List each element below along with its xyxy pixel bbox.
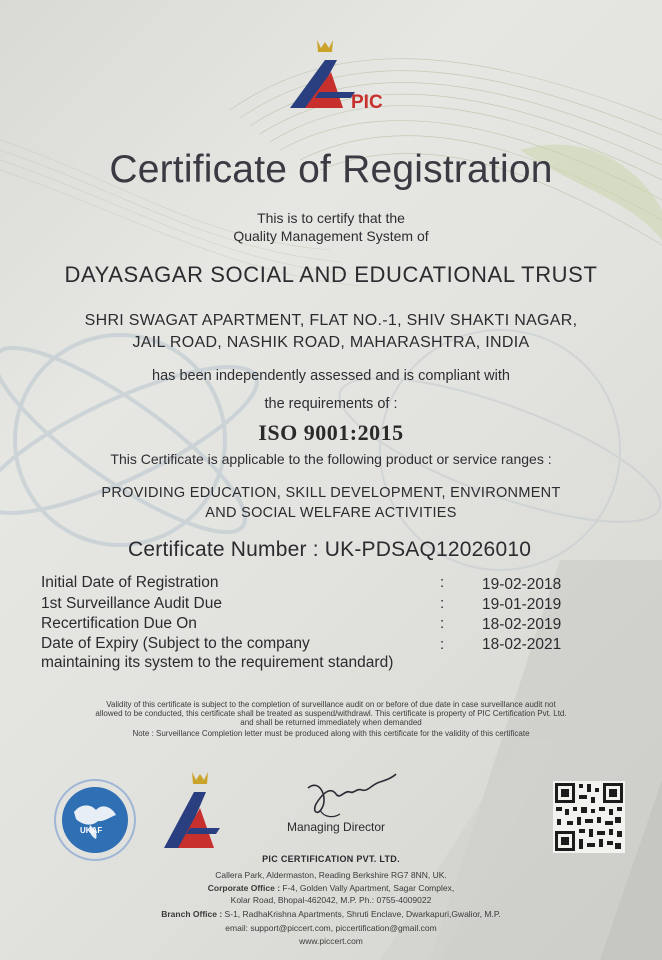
company-name: PIC CERTIFICATION PVT. LTD. [262,854,400,864]
branch-address: S-1, RadhaKrishna Apartments, Shruti Enclave, Dwarkapuri,Gwalior, M.P. [224,909,501,919]
surveillance-label: 1st Surveillance Audit Due [41,595,222,612]
note-line: Note : Surveillance Completion letter must be produced along with this certificate for the validity of this certificate [132,729,530,738]
qr-code [553,781,625,853]
corporate-address-2: Kolar Road, Bhopal-462042, M.P. Ph.: 0755-4009022 [230,895,432,905]
surveillance-colon: : [440,595,445,612]
pic-footer-logo [162,770,224,852]
ukaf-text: UKAF [80,826,103,835]
recertification-label: Recertification Due On [41,615,197,632]
initial-date-value: 19-02-2018 [482,576,562,593]
requirements-line: the requirements of : [264,396,398,412]
branch-office-label: Branch Office : [161,909,223,919]
scope-line-1: PROVIDING EDUCATION, SKILL DEVELOPMENT, ENVIRONMENT [101,485,561,501]
email-line: email: support@piccert.com, piccertification@gmail.com [225,923,437,933]
scope-line-2: AND SOCIAL WELFARE ACTIVITIES [205,505,457,521]
recertification-value: 18-02-2019 [482,616,562,633]
uk-address: Callera Park, Aldermaston, Reading Berkshire RG7 8NN, UK. [215,870,447,880]
managing-director-label: Managing Director [287,820,386,834]
address-line-2: JAIL ROAD, NASHIK ROAD, MAHARASHTRA, INDIA [132,334,530,351]
validity-line-3: and shall be returned immediately when demanded [240,718,422,727]
expiry-colon: : [440,636,445,653]
corporate-office-line-1 [0,883,662,893]
recertification-colon: : [440,615,445,632]
certificate-title: Certificate of Registration [109,148,553,191]
assessed-line: has been independently assessed and is compliant with [152,368,510,384]
certificate-number: Certificate Number : UK-PDSAQ12026010 [128,538,532,561]
organization-name: DAYASAGAR SOCIAL AND EDUCATIONAL TRUST [64,262,598,287]
surveillance-value: 19-01-2019 [482,596,562,613]
intro-line-2: Quality Management System of [233,228,429,244]
branch-office-line [0,909,662,919]
validity-line-2: allowed to be conducted, this certificate shall be treated as suspend/withdrawl. This certificate is property of PIC Certification Pvt. Ltd. [95,709,567,718]
initial-date-colon: : [440,574,445,591]
expiry-label: Date of Expiry (Subject to the company [41,635,310,652]
pic-logo-text: PIC [351,92,383,113]
intro-line-1: This is to certify that the [257,210,405,226]
iso-standard: ISO 9001:2015 [258,420,404,445]
corporate-office-label: Corporate Office : [207,883,281,893]
corporate-address-1: F-4, Golden Vally Apartment, Sagar Complex, [282,883,455,893]
expiry-label-2: maintaining its system to the requirement standard) [41,654,394,671]
validity-line-1: Validity of this certificate is subject to the completion of surveillance audit on or before of due date in case surveillance audit not [106,700,556,709]
initial-date-label: Initial Date of Registration [41,574,219,591]
ukaf-logo [52,777,138,863]
address-line-1: SHRI SWAGAT APARTMENT, FLAT NO.-1, SHIV SHAKTI NAGAR, [84,312,578,329]
expiry-value: 18-02-2021 [482,636,562,653]
applicable-line: This Certificate is applicable to the following product or service ranges : [110,451,552,467]
website: www.piccert.com [299,936,363,946]
signature [300,768,400,820]
